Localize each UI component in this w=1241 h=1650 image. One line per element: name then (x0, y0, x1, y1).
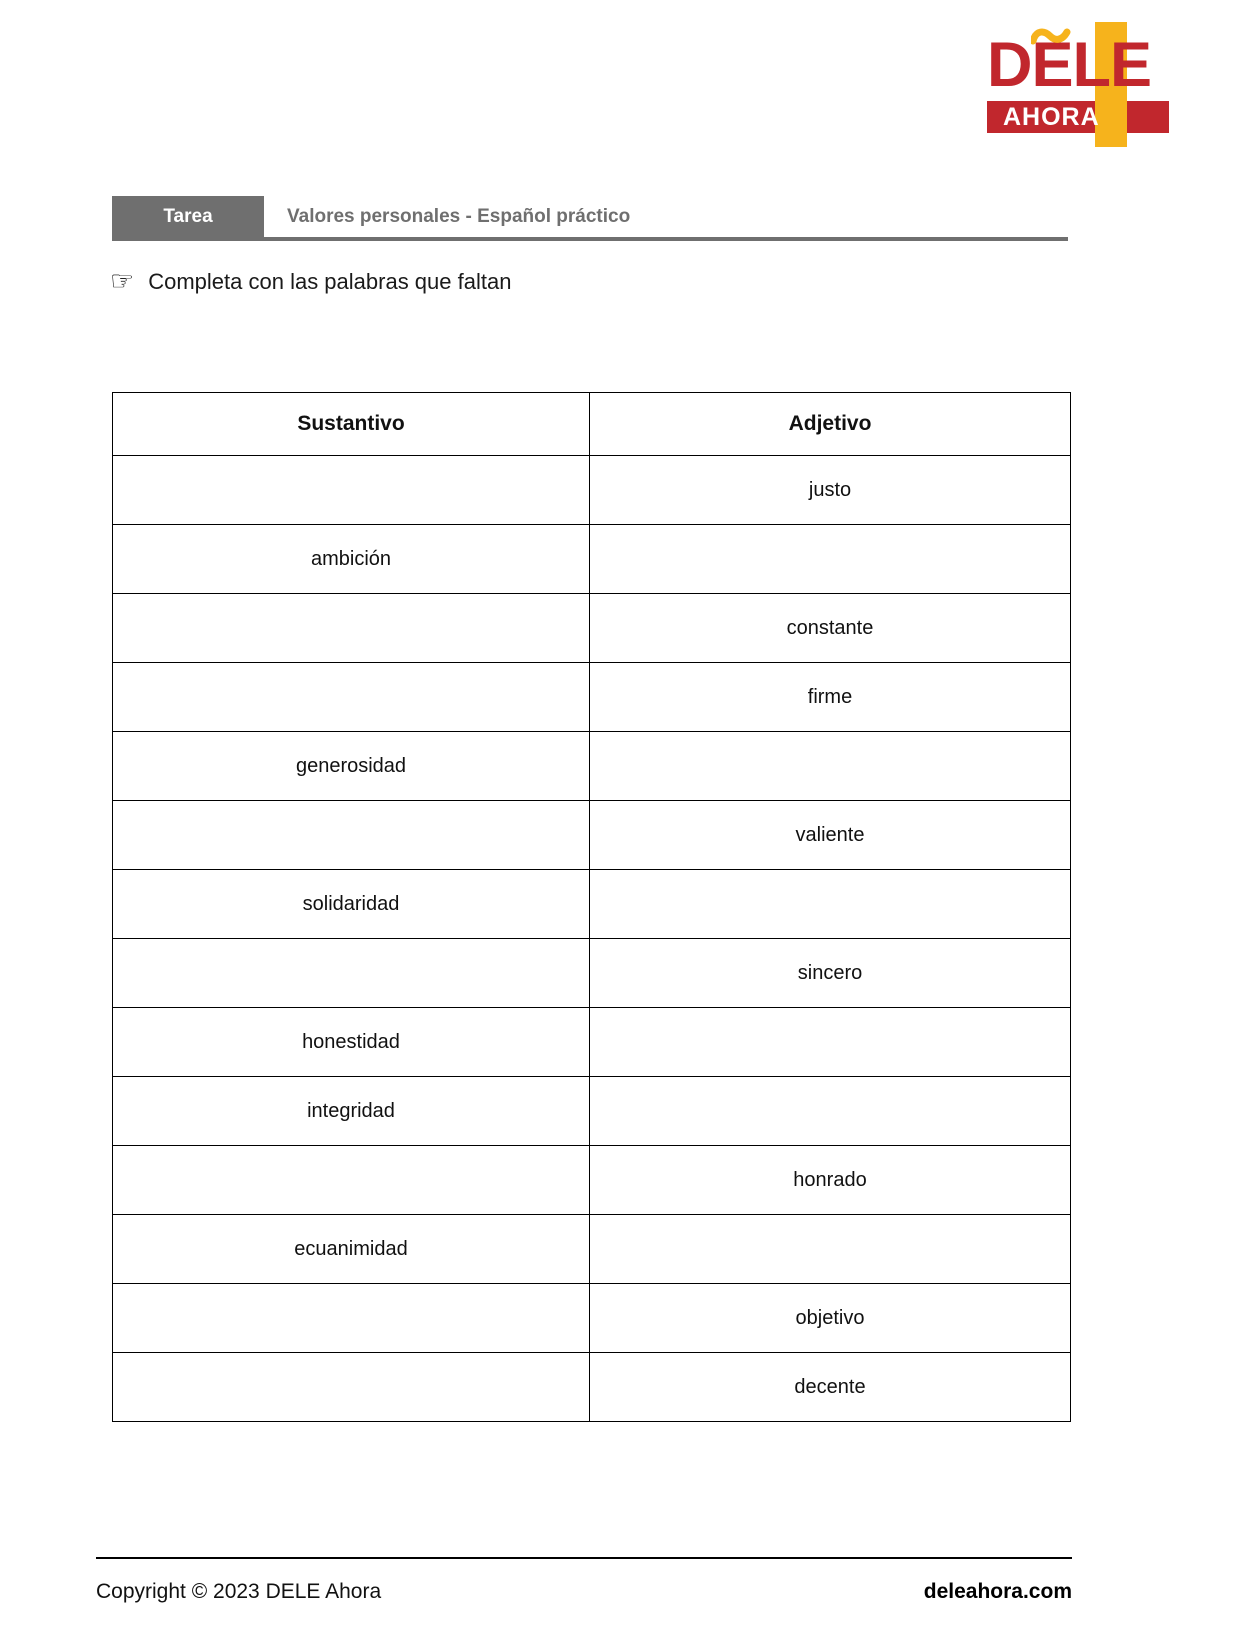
cell-sustantivo[interactable] (113, 1284, 590, 1353)
cell-sustantivo[interactable] (113, 1353, 590, 1422)
cell-sustantivo[interactable]: generosidad (113, 732, 590, 801)
cell-adjetivo[interactable]: firme (590, 663, 1071, 732)
table-row (113, 1215, 1071, 1284)
footer-copyright: Copyright © 2023 DELE Ahora (96, 1580, 382, 1603)
page-footer (96, 1572, 1072, 1612)
cell-adjetivo[interactable] (590, 1077, 1071, 1146)
table-body (113, 456, 1071, 1422)
task-badge-label: Tarea (163, 205, 213, 227)
logo-red-right-block (1124, 101, 1169, 133)
cell-adjetivo[interactable] (590, 1215, 1071, 1284)
cell-adjetivo[interactable] (590, 732, 1071, 801)
logo-letter-e-accented: E (1031, 30, 1073, 100)
logo-letter-l: L (1072, 30, 1111, 100)
cell-adjetivo[interactable]: valiente (590, 801, 1071, 870)
instruction-row (110, 268, 511, 295)
cell-sustantivo[interactable]: honestidad (113, 1008, 590, 1077)
task-badge (112, 196, 264, 237)
table-header-row (113, 393, 1071, 456)
header-underline (112, 237, 1068, 241)
task-header (112, 196, 1068, 241)
cell-sustantivo[interactable] (113, 801, 590, 870)
cell-adjetivo[interactable]: honrado (590, 1146, 1071, 1215)
table-row (113, 801, 1071, 870)
cell-adjetivo[interactable]: sincero (590, 939, 1071, 1008)
table-header (113, 393, 1071, 456)
table-row (113, 939, 1071, 1008)
sustantivo-adjetivo-table (112, 392, 1071, 1422)
cell-sustantivo[interactable] (113, 663, 590, 732)
table-row (113, 1146, 1071, 1215)
cell-adjetivo[interactable] (590, 1008, 1071, 1077)
cell-adjetivo[interactable]: justo (590, 456, 1071, 525)
cell-sustantivo[interactable] (113, 456, 590, 525)
table-row (113, 525, 1071, 594)
cell-adjetivo[interactable]: decente (590, 1353, 1071, 1422)
tilde-icon (1031, 28, 1071, 48)
cell-adjetivo[interactable] (590, 525, 1071, 594)
table-row (113, 870, 1071, 939)
page-title: Valores personales - Español práctico (287, 205, 631, 227)
footer-website[interactable]: deleahora.com (923, 1580, 1072, 1603)
column-header-sustantivo: Sustantivo (113, 393, 590, 456)
table-row (113, 732, 1071, 801)
column-header-adjetivo: Adjetivo (590, 393, 1071, 456)
instruction-text: Completa con las palabras que faltan (148, 268, 512, 294)
cell-sustantivo[interactable] (113, 939, 590, 1008)
table-row (113, 594, 1071, 663)
pointing-hand-icon: ☞ (110, 266, 135, 296)
table-row (113, 1077, 1071, 1146)
logo-ahora-text: AHORA (1003, 103, 1100, 131)
cell-adjetivo[interactable]: objetivo (590, 1284, 1071, 1353)
cell-sustantivo[interactable] (113, 1146, 590, 1215)
cell-sustantivo[interactable] (113, 594, 590, 663)
table-row (113, 663, 1071, 732)
table-row (113, 1353, 1071, 1422)
table-row (113, 1284, 1071, 1353)
footer-divider (96, 1557, 1072, 1559)
logo-letter-e-last: E (1110, 30, 1152, 100)
cell-sustantivo[interactable]: integridad (113, 1077, 590, 1146)
table-row (113, 1008, 1071, 1077)
cell-sustantivo[interactable]: solidaridad (113, 870, 590, 939)
cell-adjetivo[interactable]: constante (590, 594, 1071, 663)
cell-sustantivo[interactable]: ecuanimidad (113, 1215, 590, 1284)
logo-letter-d: D (987, 30, 1032, 100)
dele-ahora-logo (969, 22, 1169, 147)
cell-sustantivo[interactable]: ambición (113, 525, 590, 594)
table-row (113, 456, 1071, 525)
cell-adjetivo[interactable] (590, 870, 1071, 939)
